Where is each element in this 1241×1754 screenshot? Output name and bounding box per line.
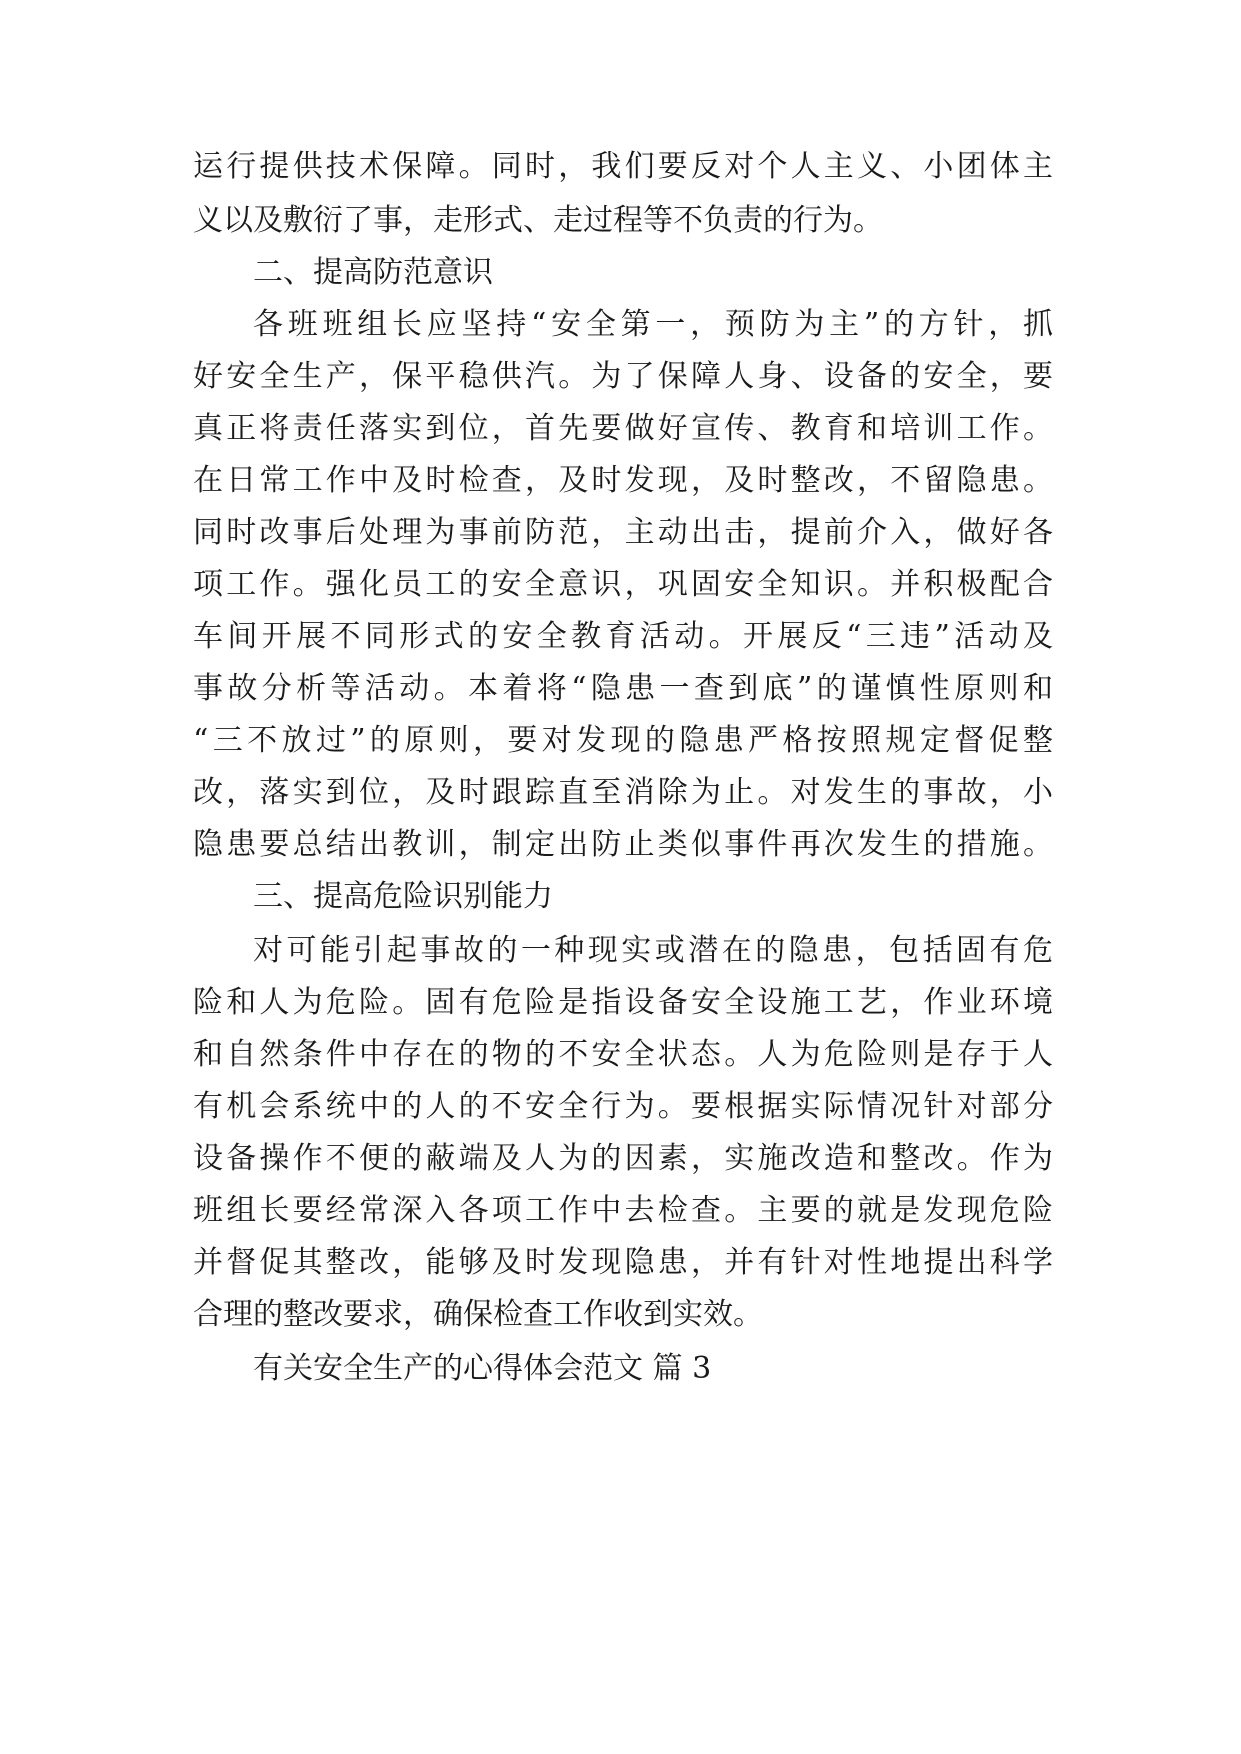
- text-line: 运行提供技术保障。同时，我们要反对个人主义、小团体主: [193, 149, 1053, 184]
- text-line: 班组长要经常深入各项工作中去检查。主要的就是发现危险: [193, 1193, 1053, 1228]
- text-line: 有机会系统中的人的不安全行为。要根据实际情况针对部分: [193, 1089, 1053, 1124]
- section-heading: 二、提高防范意识: [253, 255, 493, 290]
- section-heading: 三、提高危险识别能力: [253, 879, 553, 914]
- text-line: 合理的整改要求，确保检查工作收到实效。: [193, 1297, 763, 1332]
- text-line: 设备操作不便的蔽端及人为的因素，实施改造和整改。作为: [193, 1141, 1053, 1176]
- text-line: “三不放过”的原则，要对发现的隐患严格按照规定督促整: [193, 723, 1053, 758]
- text-line: 险和人为危险。固有危险是指设备安全设施工艺，作业环境: [193, 985, 1053, 1020]
- text-line: 隐患要总结出教训，制定出防止类似事件再次发生的措施。: [193, 827, 1053, 862]
- text-line: 项工作。强化员工的安全意识，巩固安全知识。并积极配合: [193, 567, 1053, 602]
- text-line: 对可能引起事故的一种现实或潜在的隐患，包括固有危: [253, 933, 1053, 968]
- text-line: 并督促其整改，能够及时发现隐患，并有针对性地提出科学: [193, 1245, 1053, 1280]
- text-line: 义以及敷衍了事，走形式、走过程等不负责的行为。: [193, 203, 883, 238]
- article-title: 有关安全生产的心得体会范文 篇 3: [253, 1351, 712, 1386]
- text-line: 真正将责任落实到位，首先要做好宣传、教育和培训工作。: [193, 411, 1053, 446]
- text-line: 好安全生产，保平稳供汽。为了保障人身、设备的安全，要: [193, 359, 1053, 394]
- text-line: 和自然条件中存在的物的不安全状态。人为危险则是存于人: [193, 1037, 1053, 1072]
- text-line: 同时改事后处理为事前防范，主动出击，提前介入，做好各: [193, 515, 1053, 550]
- text-line: 在日常工作中及时检查，及时发现，及时整改，不留隐患。: [193, 463, 1053, 498]
- text-line: 改，落实到位，及时跟踪直至消除为止。对发生的事故，小: [193, 775, 1053, 810]
- text-line: 事故分析等活动。本着将“隐患一查到底”的谨慎性原则和: [193, 671, 1053, 706]
- text-line: 车间开展不同形式的安全教育活动。开展反“三违”活动及: [193, 619, 1053, 654]
- text-line: 各班班组长应坚持“安全第一，预防为主”的方针，抓: [253, 307, 1053, 342]
